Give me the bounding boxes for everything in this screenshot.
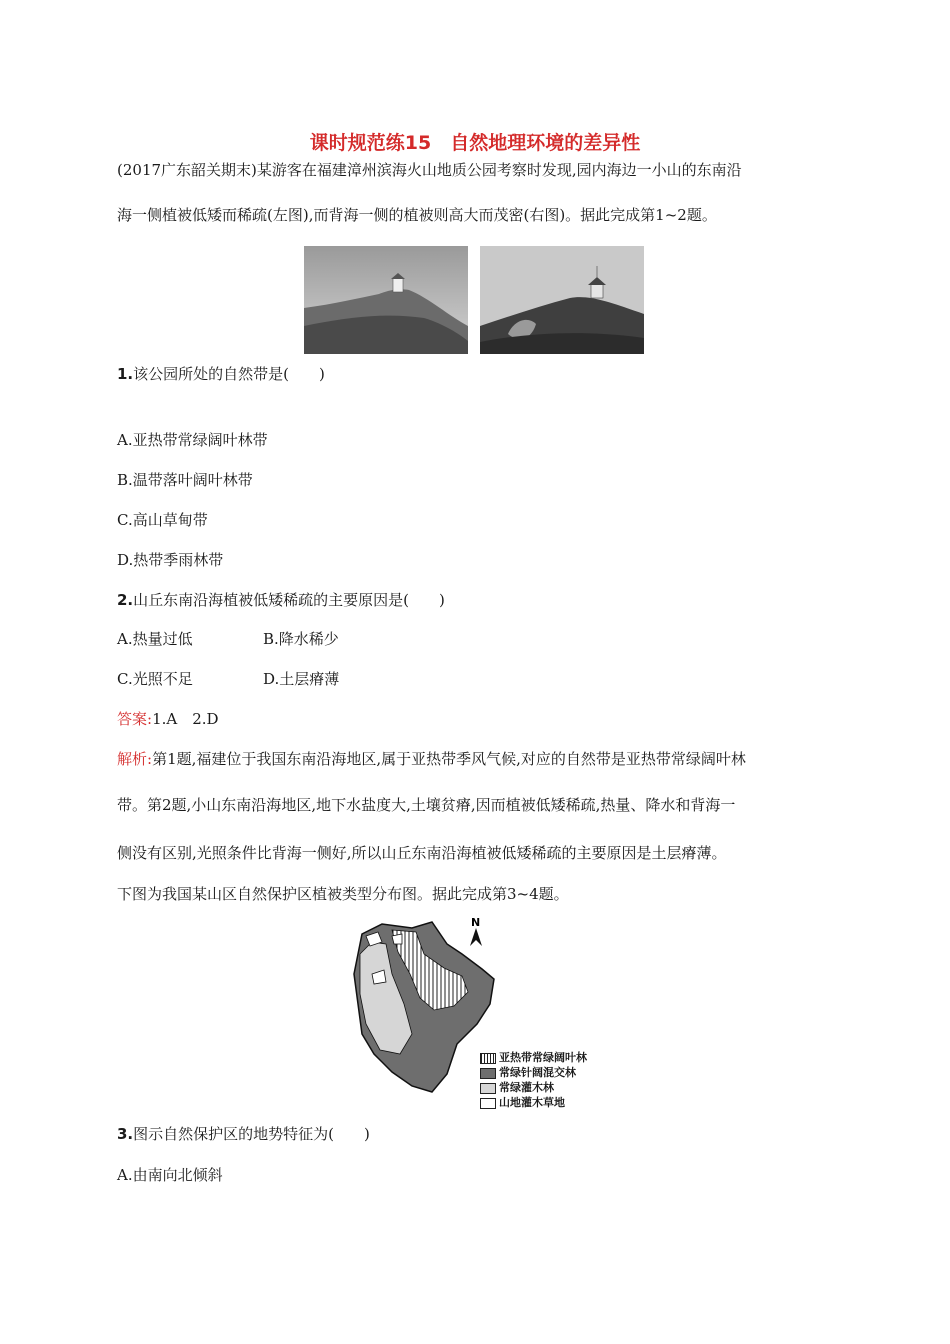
option-3a: A.由南向北倾斜 [117,1166,223,1184]
question-1 [117,364,325,384]
option-1c: C.高山草甸带 [117,511,208,529]
question-stem: 该公园所处的自然带是( ) [133,365,325,383]
option-1b: B.温带落叶阔叶林带 [117,471,253,489]
photo-seaside-sparse [304,246,468,354]
analysis-line-3: 侧没有区别,光照条件比背海一侧好,所以山丘东南沿海植被低矮稀疏的主要原因是土层瘠薄。 [117,844,727,862]
question-number: 2. [117,591,134,609]
question-3 [117,1124,370,1144]
vegetation-map [352,914,612,1112]
legend-item: 常绿灌木林 [480,1079,554,1095]
intro-line-1: (2017广东韶关期末)某游客在福建漳州滨海火山地质公园考察时发现,园内海边一小山的东南沿 [117,161,742,179]
answer [117,709,219,729]
answer-text: 1.A 2.D [152,710,219,728]
option-2d: D.土层瘠薄 [263,670,340,688]
legend-item: 常绿针阔混交林 [480,1064,576,1080]
answer-label: 答案: [117,710,153,728]
question-stem: 山丘东南沿海植被低矮稀疏的主要原因是( ) [133,591,445,609]
intro-line-2: 海一侧植被低矮而稀疏(左图),而背海一侧的植被则高大而茂密(右图)。据此完成第1~2题。 [117,206,717,224]
north-label: N [471,916,481,929]
legend-item: 亚热带常绿阔叶林 [480,1049,587,1065]
intro-2: 下图为我国某山区自然保护区植被类型分布图。据此完成第3~4题。 [117,885,569,903]
page-title: 课时规范练15 自然地理环境的差异性 [309,132,641,154]
question-number: 3. [117,1125,134,1143]
analysis-line-1: 解析:第1题,福建位于我国东南沿海地区,属于亚热带季风气候,对应的自然带是亚热带常绿阔叶林 [117,750,746,768]
option-1d: D.热带季雨林带 [117,551,224,569]
analysis-line-2: 带。第2题,小山东南沿海地区,地下水盐度大,土壤贫瘠,因而植被低矮稀疏,热量、降水和背海一 [117,796,736,814]
grassland-patch [392,934,402,944]
option-2b: B.降水稀少 [263,630,339,648]
legend-item: 山地灌木草地 [480,1094,565,1110]
question-stem: 图示自然保护区的地势特征为( ) [133,1125,370,1143]
question-number: 1. [117,365,134,383]
option-1a: A.亚热带常绿阔叶林带 [117,431,268,449]
analysis-label: 解析: [117,750,153,768]
photo-inland-dense [480,246,644,354]
north-arrow-icon [470,928,482,946]
option-2c: C.光照不足 [117,670,193,688]
option-2a: A.热量过低 [117,630,193,648]
question-2 [117,590,445,610]
